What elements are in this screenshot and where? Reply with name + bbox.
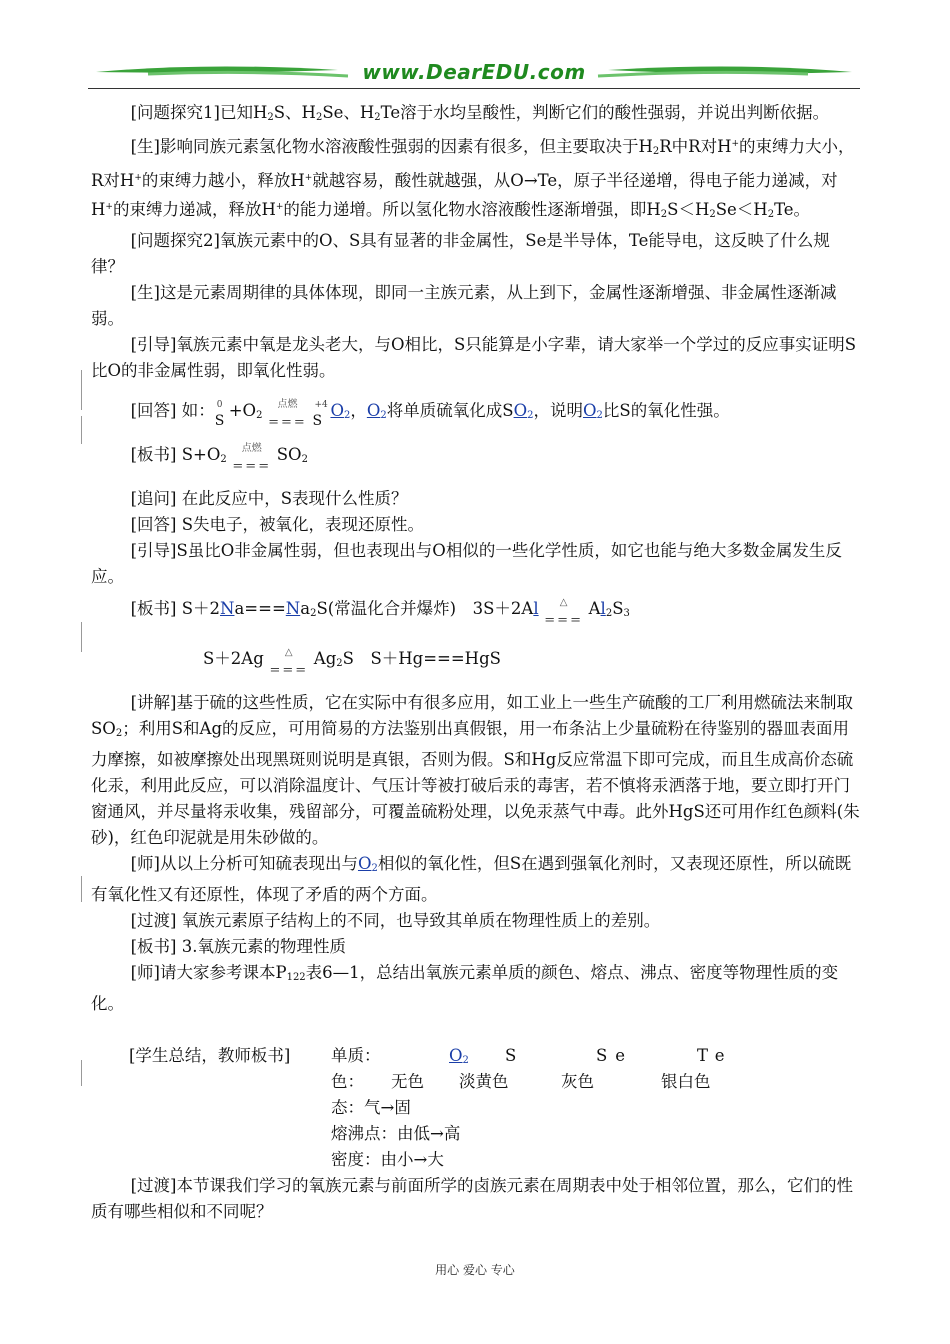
color-te: 银白色 — [661, 1072, 711, 1091]
element-te: Te — [697, 1046, 733, 1065]
link-o2[interactable]: $O_2$ — [330, 401, 351, 421]
paragraph-student-2: [生]这是元素周期律的具体体现，即同一主族元素，从上到下，金属性逐渐增强、非金属性逐渐减弱。 — [91, 283, 837, 328]
link-al[interactable]: l — [600, 599, 606, 618]
header-banner — [88, 58, 860, 92]
paragraph-transition-2: [过渡]本节课我们学习的氧族元素与前面所学的卤族元素在周期表中处于相邻位置，那么，它们的性质有哪些相似和不同呢？ — [91, 1176, 853, 1221]
board-metal-reactions-2: S＋2Ag △ === $Ag_2S$ S＋Hg===HgS — [203, 647, 501, 678]
margin-mark — [81, 416, 82, 444]
board-metal-reactions-1: [板书] $S+2Na===Na_2S$(常温化合并爆炸) 3S＋2Al △ === $Al_2S_3$ — [130, 597, 630, 628]
element-s: S — [505, 1046, 517, 1065]
link-na[interactable]: N — [220, 599, 235, 618]
paragraph-teacher-1: [师]从以上分析可知硫表现出与$O_2$相似的氧化性，但S在遇到强氧化剂时，又表现还原性，所以硫既有氧化性又有还原性，体现了矛盾的两个方面。 — [91, 854, 852, 904]
link-o2[interactable]: $O_2$ — [582, 401, 603, 421]
paragraph-student-1: [生]影响同族元素氢化物水溶液酸性强弱的因素有很多，但主要取决于$H_2R$中R对H+的束缚力大小，R对H+的束缚力越小，释放H+就越容易，酸性就越强，从O→Te，原子半径递增，得电子能力递减，对H+的束缚力递减，释放H+的能力递增。所以氢化物水溶液酸性逐渐增强，即$H_2S<H_2Se<H_2Te$。 — [91, 137, 855, 220]
paragraph-guide-1: [引导]氧族元素中氧是龙头老大，与O相比，S只能算是小字辈，请大家举一个学过的反应事实证明S比O的非金属性弱，即氧化性弱。 — [91, 335, 857, 380]
site-logo[interactable]: www.DearEDU.com — [362, 60, 586, 84]
color-o2: 无色 — [391, 1072, 424, 1091]
summary-label: [学生总结，教师板书] — [129, 1046, 291, 1065]
reaction-condition: △ === — [269, 647, 309, 678]
row-density: 密度：由小→大 — [331, 1150, 444, 1169]
page-footer: 用心 爱心 专心 — [435, 1263, 515, 1277]
row-melting-boiling: 熔沸点：由低→高 — [331, 1124, 461, 1143]
paragraph-teacher-2: [师]请大家参考课本$P_{122}$表6—1，总结出氧族元素单质的颜色、熔点、沸点、密度等物理性质的变化。 — [91, 963, 839, 1013]
margin-mark — [81, 622, 82, 652]
reaction-condition: △ === — [544, 597, 583, 628]
link-o2[interactable]: $O_2$ — [366, 401, 387, 421]
row-label-color: 色： — [331, 1072, 364, 1091]
oxidation-state-s: +4 S — [312, 400, 328, 429]
board-equation-line: [板书] $S+O_2$ 点燃 === $SO_2$ — [130, 443, 308, 474]
row-label-element: 单质： — [331, 1046, 381, 1065]
reaction-condition: 点燃 === — [232, 443, 272, 474]
element-se: Se — [596, 1046, 634, 1065]
element-o2[interactable]: $O_2$ — [449, 1046, 469, 1066]
paragraph-guide-2: [引导]S虽比O非金属性弱，但也表现出与O相似的一些化学性质，如它也能与绝大多数金属发生反应。 — [91, 541, 842, 586]
paragraph-inquiry-2: [问题探究2]氧族元素中的O、S具有显著的非金属性，Se是半导体，Te能导电，这反映了什么规律？ — [91, 231, 830, 276]
paragraph-explanation: [讲解]基于硫的这些性质，它在实际中有很多应用，如工业上一些生产硫酸的工厂利用燃硫法来制取$SO_2$；利用S和Ag的反应，可用简易的方法鉴别出真假银，用一布条沾上少量硫粉在待鉴别的器皿表面用力摩擦，如被摩擦处出现黑斑则说明是真银，否则为假。S和Hg反应常温下即可完成，而且生成高价态硫化汞，利用此反应，可以消除温度计、气压计等被打破后汞的毒害，若不慎将汞洒落于地，要立即打开门窗通风，并尽量将汞收集，残留部分，可覆盖硫粉处理，以免汞蒸气中毒。此外HgS还可用作红色颜料(朱砂)，红色印泥就是用朱砂做的。 — [91, 693, 860, 847]
reaction-condition: 点燃 === — [268, 399, 307, 430]
paragraph-transition-1: [过渡] 氧族元素原子结构上的不同，也导致其单质在物理性质上的差别。 — [130, 911, 661, 930]
color-se: 灰色 — [561, 1072, 594, 1091]
answer-equation-line: [回答] 如： 0 S $+O_2$ 点燃 === +4 S $O_2$，$O_2$将单质硫氧化成$SO_2$，说明$O_2$比S的氧化性强。 — [130, 399, 730, 430]
row-state: 态：气→固 — [331, 1098, 411, 1117]
summary-table — [91, 1043, 861, 1173]
margin-mark — [81, 370, 82, 410]
link-al[interactable]: l — [533, 599, 539, 618]
paragraph-answer: [回答] S失电子，被氧化，表现还原性。 — [130, 515, 425, 534]
paragraph-board-heading: [板书] 3.氧族元素的物理性质 — [130, 937, 346, 956]
link-o2[interactable]: $O_2$ — [513, 401, 534, 421]
link-o2[interactable]: $O_2$ — [357, 854, 378, 874]
lesson-body — [91, 100, 861, 1225]
color-s: 淡黄色 — [459, 1072, 509, 1091]
link-na[interactable]: N — [285, 599, 301, 618]
paragraph-inquiry-1: [问题探究1]已知$H_2S$、$H_2Se$、$H_2Te$溶于水均呈酸性，判断它们的酸性强弱，并说出判断依据。 — [130, 103, 830, 123]
oxidation-state-s: 0 S — [214, 400, 225, 429]
margin-mark — [81, 1060, 82, 1086]
header-divider — [88, 88, 860, 89]
paragraph-followup-question: [追问] 在此反应中，S表现什么性质？ — [130, 489, 408, 508]
margin-mark — [81, 876, 82, 902]
